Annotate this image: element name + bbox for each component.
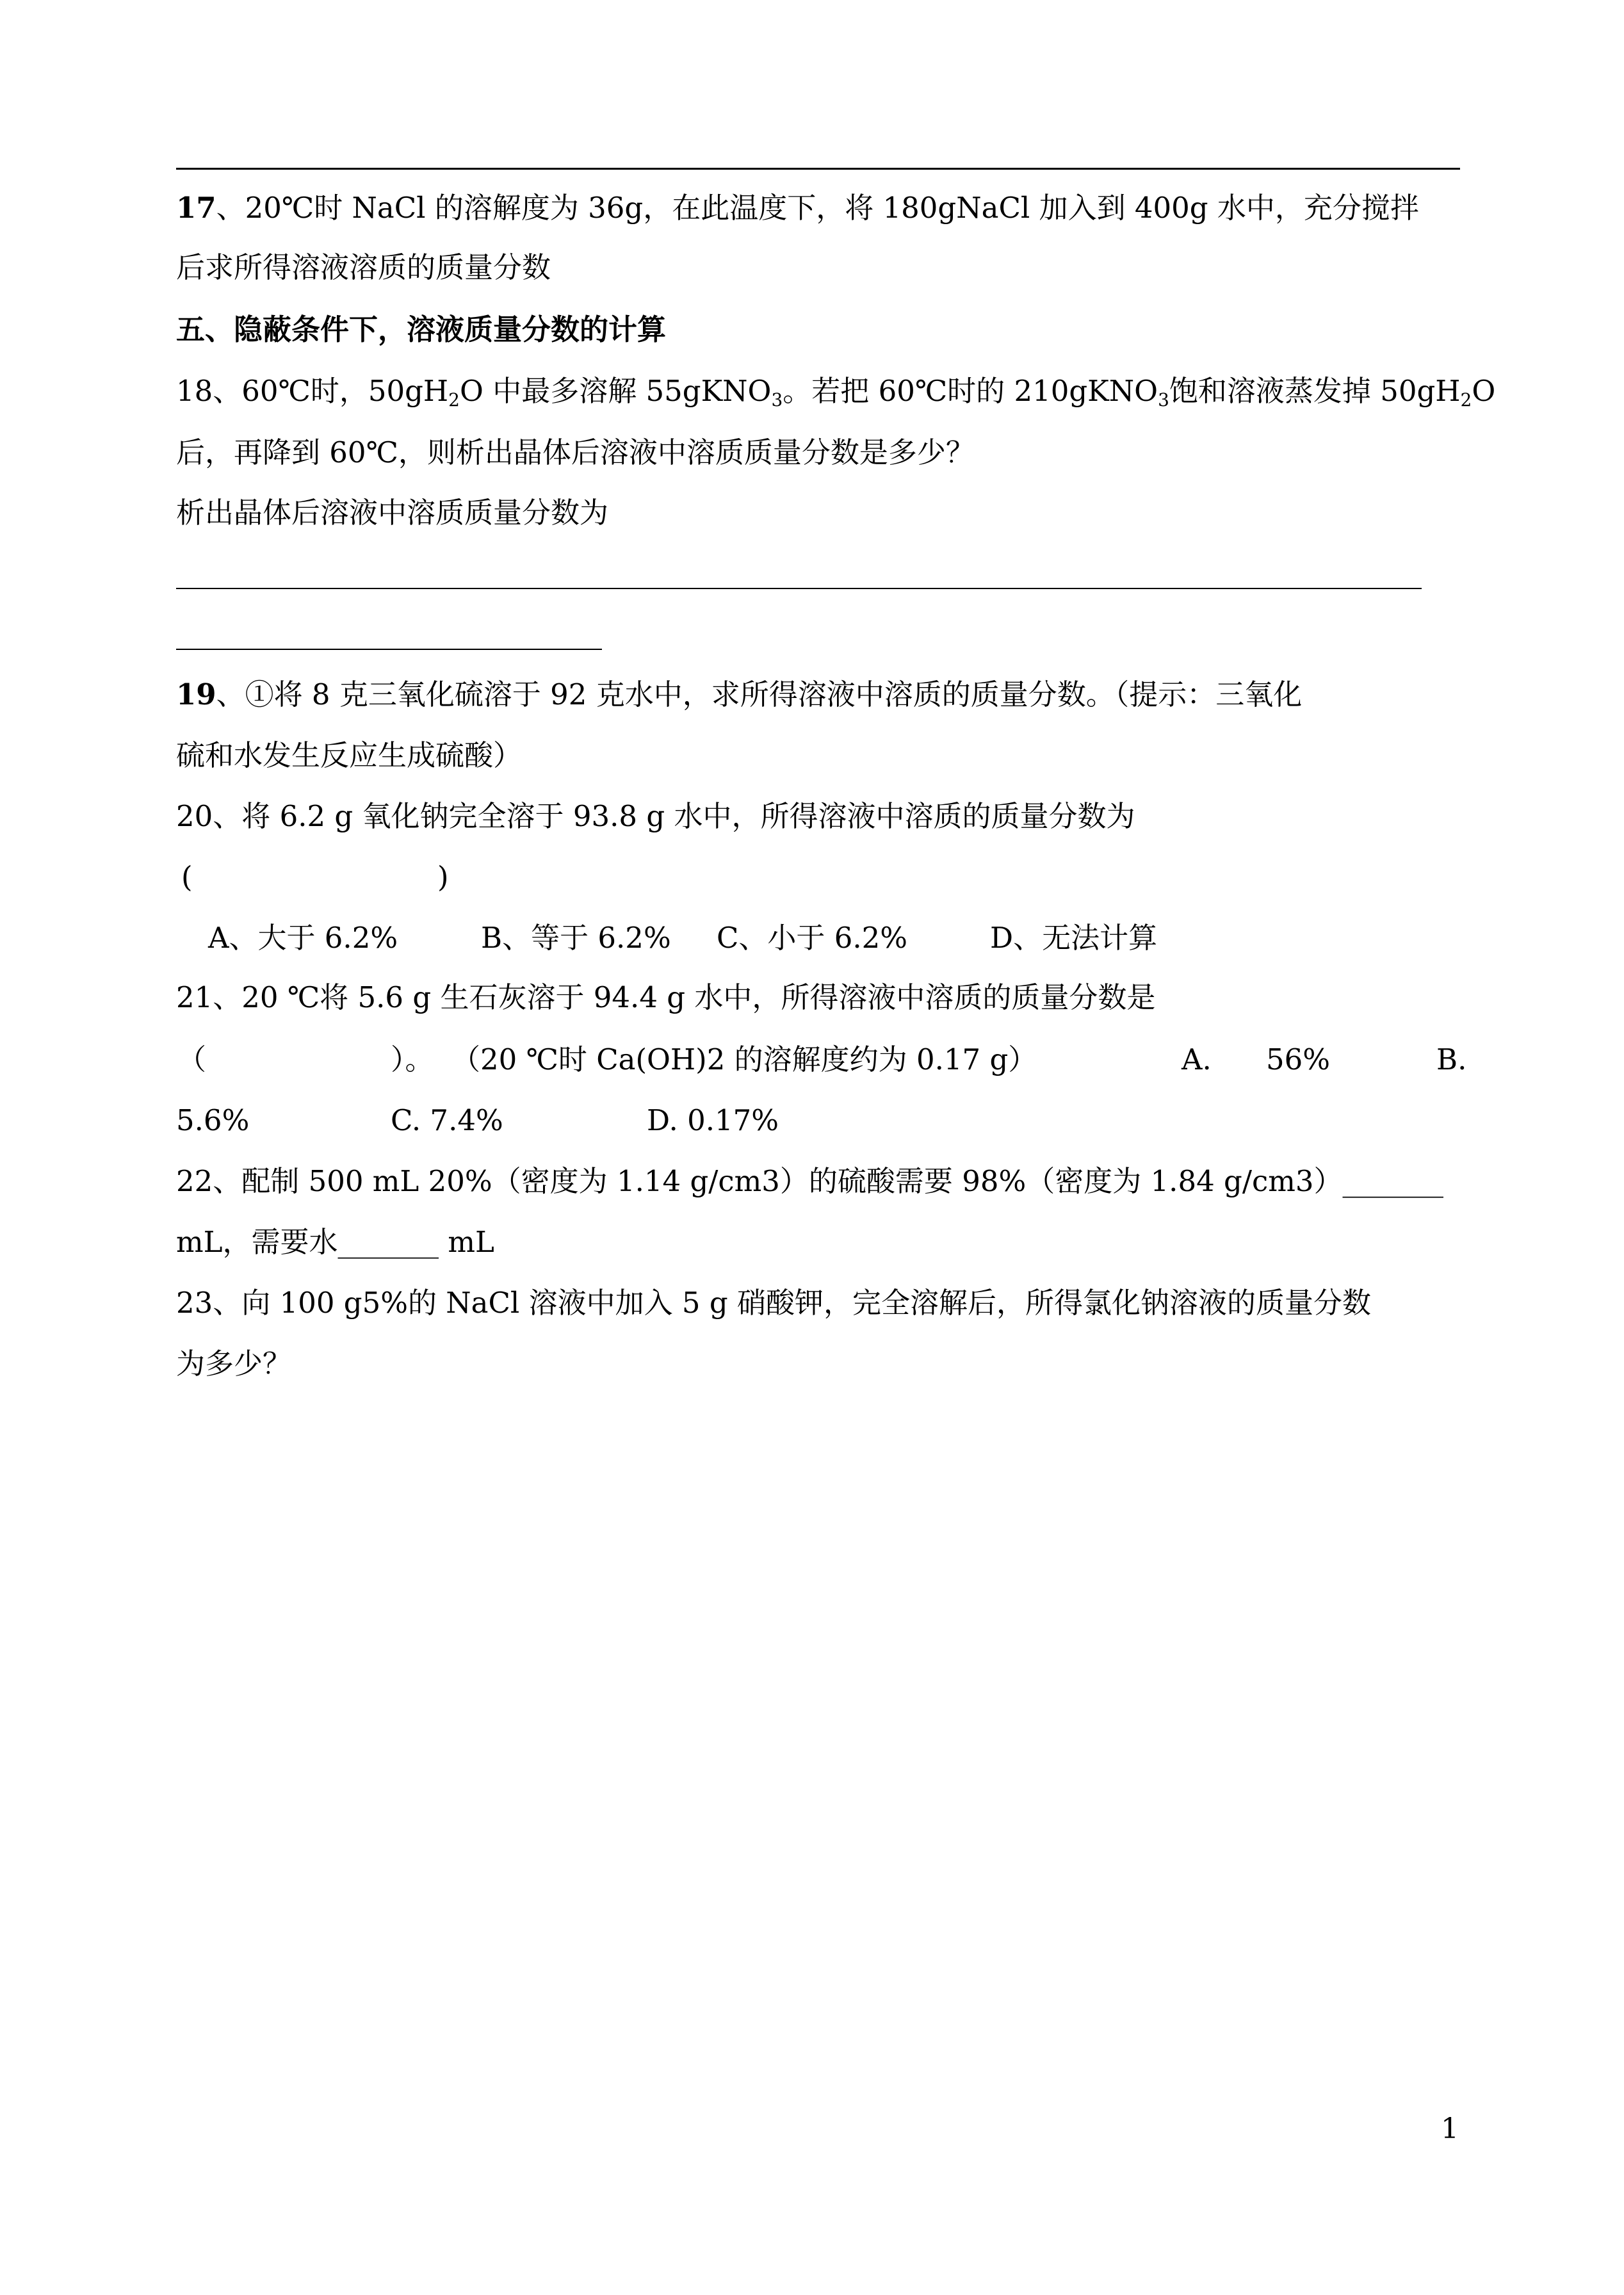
close-paren: ) <box>437 860 449 894</box>
q18-text-c: 。若把 60℃时的 210gKNO <box>783 374 1158 408</box>
q23-line1: 23、向 100 g5%的 NaCl 溶液中加入 5 g 硝酸钾，完全溶解后，所得氯化钠溶液的质量分数 <box>176 1286 1371 1320</box>
q21-option-a-value: 56% <box>1266 1042 1331 1076</box>
q18-text-a: 18、60℃时，50gH <box>176 374 449 408</box>
q20-options <box>176 909 1265 967</box>
q18-line2: 后，再降到 60℃，则析出晶体后溶液中溶质质量分数是多少？ <box>176 435 975 469</box>
q18-answer-prompt: 析出晶体后溶液中溶质质量分数为 <box>176 496 609 530</box>
q20-option-a: A、大于 6.2% <box>208 921 398 955</box>
q21-line1: 21、20 ℃将 5.6 g 生石灰溶于 94.4 g 水中，所得溶液中溶质的质量分数是 <box>176 980 1156 1014</box>
section-heading: 五、隐蔽条件下，溶液质量分数的计算 <box>176 312 667 346</box>
q20-option-c: C、小于 6.2% <box>717 921 908 955</box>
q19-text1: 、①将 8 克三氧化硫溶于 92 克水中，求所得溶液中溶质的质量分数。（提示：三氧化 <box>216 677 1303 711</box>
answer-blank-line <box>176 588 1422 589</box>
q18-subscript: 3 <box>1158 389 1169 410</box>
q21-option-d: D. 0.17% <box>647 1103 779 1137</box>
q21-note: （20 ℃时 Ca(OH)2 的溶解度约为 0.17 g） <box>451 1042 1037 1076</box>
q19-line2: 硫和水发生反应生成硫酸） <box>176 738 523 772</box>
q20-option-b: B、等于 6.2% <box>481 921 671 955</box>
q22-line1: 22、配制 500 mL 20%（密度为 1.14 g/cm3）的硫酸需要 98%（密度为 1.84 g/cm3）_______ <box>176 1164 1444 1198</box>
q18-subscript: 2 <box>448 389 460 410</box>
q21-option-b-label: B. <box>1436 1042 1467 1076</box>
q21-option-c: C. 7.4% <box>391 1103 503 1137</box>
q20-line1: 20、将 6.2 g 氧化钠完全溶于 93.8 g 水中，所得溶液中溶质的质量分数为 <box>176 799 1135 833</box>
page-number: 1 <box>1441 2113 1459 2145</box>
q19-number: 19 <box>176 677 216 711</box>
q17-line1 <box>176 179 1419 237</box>
header-rule <box>176 168 1460 170</box>
q21-option-b-value: 5.6% <box>176 1103 250 1137</box>
q17-line2: 后求所得溶液溶质的质量分数 <box>176 250 551 284</box>
q18-text-e: O <box>1472 374 1496 408</box>
q21-option-a-label: A. <box>1181 1042 1212 1076</box>
q17-number: 17 <box>176 191 216 225</box>
close-paren: ）。 <box>391 1042 434 1076</box>
q19-line1 <box>176 666 1302 724</box>
q17-text1: 、20℃时 NaCl 的溶解度为 36g，在此温度下，将 180gNaCl 加入到 400g 水中，充分搅拌 <box>216 191 1419 225</box>
q21-line3 <box>176 1092 945 1149</box>
q22-line2: mL，需要水_______ mL <box>176 1225 494 1259</box>
q20-option-d: D、无法计算 <box>990 921 1158 955</box>
q18-text-b: O 中最多溶解 55gKNO <box>460 374 772 408</box>
q18-subscript: 3 <box>771 389 783 410</box>
q21-line2 <box>176 1031 1467 1089</box>
open-paren: ( <box>181 860 193 894</box>
answer-blank-line <box>176 649 602 650</box>
q18-line1 <box>176 362 1495 420</box>
q23-line2: 为多少？ <box>176 1347 292 1381</box>
open-paren: （ <box>177 1042 207 1076</box>
q18-text-d: 饱和溶液蒸发掉 50gH <box>1169 374 1461 408</box>
q18-subscript: 2 <box>1460 389 1472 410</box>
